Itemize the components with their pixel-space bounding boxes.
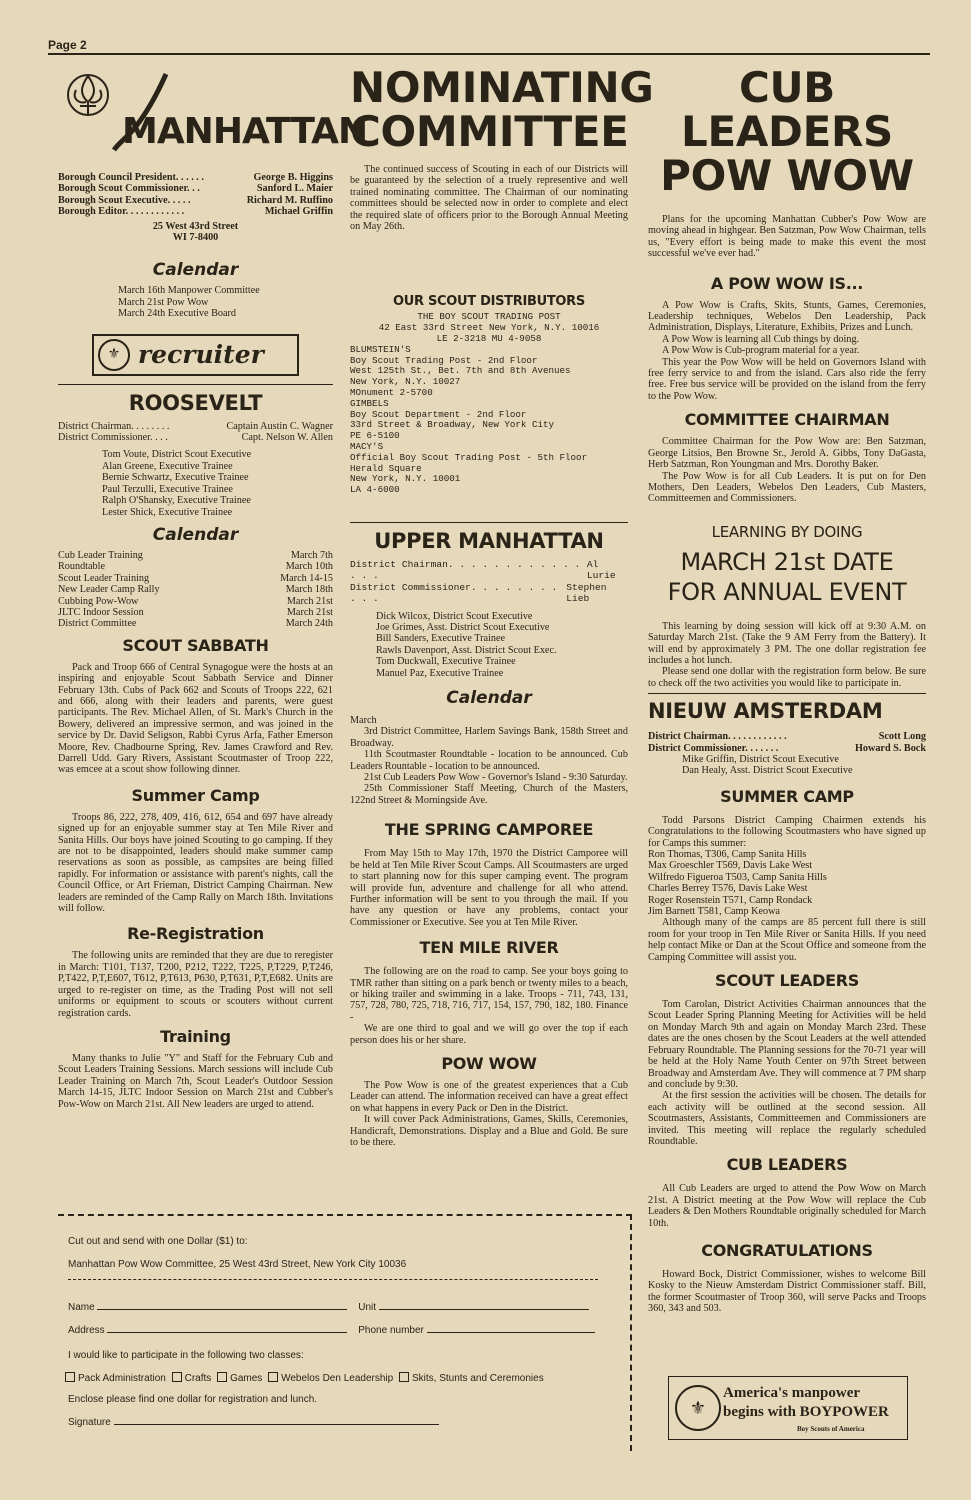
top-rule — [48, 53, 930, 55]
form-classes-prompt: I would like to participate in the following two classes: — [68, 1350, 304, 1361]
scout-sabbath-heading: SCOUT SABBATH — [122, 635, 269, 655]
distributor-line: New York, N.Y. 10027 — [350, 376, 461, 388]
calendar-date: March 21st — [286, 595, 333, 607]
officer-name: Sanford L. Maier — [256, 183, 333, 195]
summer-camp-heading: Summer Camp — [131, 785, 260, 805]
staff-member: Bernie Schwartz, Executive Trainee — [102, 472, 249, 484]
calendar-item: 11th Scoutmaster Roundtable - location to be announced. Cub Leaders Rountable - location to be announced. — [350, 749, 628, 772]
officer-name: Stephen Lieb — [566, 581, 607, 605]
calendar-month: March — [350, 715, 377, 727]
calendar-event: New Leader Camp Rally — [58, 584, 160, 596]
spring-camporee-body: From May 15th to May 17th, 1970 the District Camporee will be held at Ten Mile River Scout Camps. All Scoutmasters are urged to start planning now for this super camping event. The program will provide fun, adventure and challenge for all who attend. Further information will be sent to you through the mail. If you have any question or have any problems, contact your Commissioner or Executive. See you at Ten Mile River. — [350, 848, 628, 928]
option-label: Games — [230, 1373, 263, 1384]
distributor-line: MACY'S — [350, 441, 384, 452]
option-label: Skits, Stunts and Ceremonies — [411, 1373, 544, 1384]
cub-leaders-pow-wow-heading-line1: CUB LEADERS — [680, 63, 893, 156]
manhattan-title: MANHATTAN — [122, 111, 368, 152]
bsa-seal-icon: ⚜ — [98, 339, 130, 371]
congratulations-body: Howard Bock, District Commissioner, wishes to welcome Bill Kosky to the Nieuw Amsterdam District Commissioner staff. Bill, the former Scoutmaster of Troop 360, will serve Packs and Troops 360, 343 and 503. — [648, 1268, 926, 1315]
checkbox-webelos-den-leadership[interactable] — [268, 1372, 278, 1382]
address-field[interactable] — [107, 1332, 347, 1333]
fleur-de-lis-icon — [66, 68, 110, 122]
officer-role: District Chairman. . . . . . . . . . . . . . . — [350, 558, 581, 582]
form-name-row — [68, 1302, 589, 1313]
recruiter-wordmark: recruiter — [138, 339, 264, 369]
form-cut-line: Cut out and send with one Dollar ($1) to: — [68, 1236, 248, 1247]
borough-phone: WI 7-8400 — [172, 232, 219, 244]
scout-leaders-body: Tom Carolan, District Activities Chairman announces that the Scout Leader Spring Planning Meeting for Activities will be held on Monday March 9th and again on Monday March 23rd. These dates are the ones chosen by the Scout Leaders at the well attended February Roundtable. The Planning sessions for the 70-71 year will be held at the Holy Name Youth Center on 97th Street between Broadway and Amsterdam Ave. They will commence at 7 PM sharp and conclude by 9:30. — [648, 999, 926, 1090]
camp-signup: Charles Berrey T576, Davis Lake West — [648, 883, 808, 895]
calendar-item: March 21st Pow Wow — [118, 296, 209, 308]
officer-role: Borough Scout Commissioner. . . — [58, 183, 200, 195]
distributor-line: Herald Square — [350, 462, 422, 474]
pow-wow-body: The Pow Wow is one of the greatest experiences that a Cub Leader can attend. The information received can have a great effect on what happens in every Pack or Den in the District. — [350, 1079, 628, 1114]
distributor-line: 33rd Street & Broadway, New York City — [350, 419, 554, 431]
phone-label: Phone number — [358, 1325, 424, 1336]
ten-mile-river-body: The following are on the road to camp. See your boys going to TMR rather than sitting on a park bench or twenty miles to a beach, or hiking trailer and swimming in a lake. Troops - 711, 743, 131, 757, 728, 780, 725, 718, 716, 717, 154, 157, 790, 182, 180. Finance - — [350, 966, 628, 1023]
staff-member: Mike Griffin, District Scout Executive — [682, 753, 839, 765]
checkbox-skits-stunts-ceremonies[interactable] — [399, 1372, 409, 1382]
officer-name: Al Lurie — [586, 558, 616, 582]
distributor-line: Boy Scout Department - 2nd Floor — [350, 408, 527, 420]
staff-member: Paul Terzulli, Executive Trainee — [102, 483, 233, 495]
ten-mile-river-heading: TEN MILE RIVER — [419, 938, 559, 958]
officer-name: Captain Austin C. Wagner — [226, 420, 333, 432]
march-21-body: This learning by doing session will kick off at 9:30 A.M. on Saturday March 21st. (Take the 9 AM Ferry from the Battery). It will end by approximately 3 PM. The one dollar registration fee includes a hot lunch. — [648, 620, 926, 666]
roosevelt-heading: ROOSEVELT — [128, 390, 263, 415]
manhattan-calendar-heading: Calendar — [152, 260, 239, 281]
officer-role: Borough Council President. . . . . . — [58, 172, 204, 183]
distributor-line: MOnument 2-5700 — [350, 387, 433, 399]
nieuw-amsterdam-heading: NIEUW AMSTERDAM — [648, 699, 883, 724]
ad-line-1: America's manpower — [723, 1385, 861, 1401]
form-signature-row — [68, 1417, 439, 1428]
calendar-date: March 21st — [286, 606, 333, 618]
form-class-options — [62, 1372, 544, 1384]
distributor-line: BLUMSTEIN'S — [350, 343, 411, 355]
march-21-heading-line1: MARCH 21st DATE — [680, 547, 894, 576]
pow-wow-heading: POW WOW — [441, 1053, 537, 1073]
calendar-date: March 18th — [285, 584, 333, 596]
cub-leaders-pow-wow-heading-line2: POW WOW — [660, 151, 914, 200]
reregistration-heading: Re-Registration — [127, 924, 264, 944]
option-label: Crafts — [184, 1373, 212, 1384]
nominating-heading-line2: COMMITTEE — [350, 107, 629, 156]
summer-camp-right-body: Although many of the camps are 85 percent full there is still room for your troop in Ten Mile River or Sanita Hills. If you need help contact Mike or Dan at the Scout Office and someone from the Camping Committee will assist you. — [648, 917, 926, 963]
checkbox-crafts[interactable] — [172, 1372, 182, 1382]
officer-role: District Chairman. . . . . . . . — [58, 420, 170, 432]
distributor-line: New York, N.Y. 10001 — [350, 473, 461, 485]
calendar-item: 21st Cub Leaders Pow Wow - Governor's Island - 9:30 Saturday. — [364, 772, 628, 784]
camp-signup: Wilfredo Figueroa T503, Camp Sanita Hills — [648, 871, 827, 883]
camp-signup: Max Groeschler T569, Davis Lake West — [648, 860, 813, 872]
officer-role: District Commissioner. . . . . . . — [648, 742, 779, 754]
recruiter-logo — [92, 334, 299, 376]
distributors-list — [350, 312, 628, 496]
cub-leaders-body: All Cub Leaders are urged to attend the Pow Wow on March 21st. A District meeting at the Pow Wow will replace the Cub Leaders & Den Mothers Roundtable originally scheduled for March 10th. — [648, 1183, 926, 1229]
officer-name: Capt. Nelson W. Allen — [241, 432, 333, 444]
calendar-item: 25th Commissioner Staff Meeting, Church of the Masters, 122nd Street & Morningside Ave. — [350, 783, 628, 806]
form-divider — [68, 1279, 598, 1280]
calendar-date: March 10th — [285, 561, 333, 573]
roosevelt-calendar-heading: Calendar — [152, 524, 239, 545]
a-pow-wow-is-body: A Pow Wow is Crafts, Skits, Stunts, Games, Ceremonies, Leadership techniques, Webelos Den Leadership, Pack Administration, Displays, Literature, Exhibits, Prizes and Lunch. — [648, 299, 926, 334]
officer-name: Richard M. Ruffino — [246, 194, 333, 206]
staff-member: Tom Duckwall, Executive Trainee — [376, 656, 516, 668]
staff-member: Joe Grimes, Asst. District Scout Executive — [376, 622, 550, 634]
summer-camp-body: Troops 86, 222, 278, 409, 416, 612, 654 and 697 have already signed up for an enjoyable summer stay at Ten Mile River and Sanita Hills. Our boys have joined Scouting to go camping. If they are not to be disappointed, leaders should make summer camp reservations as soon as possible, as campsites are being filled rapidly. For information or assistance with parent's nights, call the Council Office, or Art Frieman, District Camping Chairman. New leaders are reminded of the Camp Rally on March 18th. Invitations will follow. — [58, 811, 333, 915]
distributor-line: THE BOY SCOUT TRADING POST — [417, 311, 561, 323]
page-number: Page 2 — [48, 38, 87, 52]
officer-role: Borough Editor. . . . . . . . . . . . — [58, 206, 185, 218]
committee-chairman-body: Committee Chairman for the Pow Wow are: Ben Satzman, George Litsios, Ben Browne Sr., Jerold A. Gibbs, Tony DaGasta, Herb Satzman, Ron Youngman and Mrs. Dorothy Baker. — [648, 436, 926, 471]
checkbox-pack-administration[interactable] — [65, 1372, 75, 1382]
cub-leaders-pow-wow-body: Plans for the upcoming Manhattan Cubber's Pow Wow are moving ahead in highgear. Ben Satzman, Pow Wow Chairman, tells us, "Every effort is being made to make this event the most successful we've ever had." — [648, 214, 926, 260]
column-middle — [350, 62, 654, 1149]
staff-member: Tom Voute, District Scout Executive — [102, 449, 252, 461]
a-pow-wow-is-body-2: A Pow Wow is learning all Cub things by doing. — [662, 333, 860, 345]
calendar-event: Cubbing Pow-Wow — [58, 595, 139, 607]
phone-field[interactable] — [427, 1332, 595, 1333]
march-21-body-2: Please send one dollar with the registration form below. Be sure to check off the two activities you would like to participate in. — [648, 666, 926, 689]
staff-member: Dick Wilcox, District Scout Executive — [376, 610, 533, 622]
camp-signup: Roger Rosenstein T571, Camp Rondack — [648, 894, 813, 906]
scout-leaders-body-2: At the first session the activities will be chosen. The details for each activity will be outlined at the second session. All Scoutmasters, Assistants, Committeemen and Commissioners are invited. This meeting will replace the regularly scheduled Roundtable. — [648, 1090, 926, 1147]
pow-wow-body-2: It will cover Pack Administrations, Games, Skills, Ceremonies, Handicraft, Demonstrations. Display and a Blue and Gold. Be sure to be there. — [350, 1114, 628, 1149]
summer-camp-right-intro: Todd Parsons District Camping Chairmen extends his Congratulations to the following Scoutmasters who have signed up for Camps this summer: — [648, 814, 926, 849]
manhattan-masthead — [58, 62, 368, 172]
training-heading: Training — [160, 1026, 231, 1046]
spring-camporee-heading: THE SPRING CAMPOREE — [384, 820, 594, 840]
form-mailing-address: Manhattan Pow Wow Committee, 25 West 43rd Street, New York City 10036 — [68, 1259, 407, 1270]
calendar-date: March 7th — [290, 549, 333, 561]
cub-leaders-heading: CUB LEADERS — [726, 1155, 848, 1175]
a-pow-wow-is-heading: A POW WOW IS... — [710, 273, 864, 293]
calendar-event: Cub Leader Training — [58, 549, 143, 561]
committee-chairman-heading: COMMITTEE CHAIRMAN — [684, 410, 890, 430]
scout-sabbath-body: Pack and Troop 666 of Central Synagogue were the hosts at an inspiring and enjoyable Scout Sabbath Service and Dinner February 13th. Cubs of Pack 662 and Scouts of Troops 222, 621 and 666, along with their leaders and parents, were guest participants. The Rev. Michael Allen, of St. Mark's Church in the Bowery, delivered an impressive sermon, and was joined in the service by Dr. David Seligson, Rabbi Cyrus Arfa, Father Emerson Moore, Rev. Chadbourne Spring, Rev. James Crawford and Rev. Darrell Udd. Gary Rivers, Assistant Scoutmaster of Troop 222, was emcee at a scout show following dinner. — [58, 661, 333, 776]
signature-label: Signature — [68, 1417, 111, 1428]
roosevelt-officers — [58, 421, 333, 444]
distributor-line: Boy Scout Trading Post - 2nd Floor — [350, 354, 538, 366]
boypower-seal-icon: ⚜ — [675, 1385, 721, 1431]
checkbox-games[interactable] — [217, 1372, 227, 1382]
a-pow-wow-is-body-4: This year the Pow Wow will be held on Governors Island with free ferry service to and from the island. Cars also ride the ferry free. Free bus service will be provided on the island from the ferry to the Pow Wow. — [648, 356, 926, 402]
roosevelt-staff — [58, 449, 333, 517]
address-label: Address — [68, 1325, 105, 1336]
nieuw-amsterdam-officers — [648, 731, 926, 754]
officer-name: Howard S. Bock — [854, 742, 926, 754]
option-label: Pack Administration — [78, 1373, 166, 1384]
name-label: Name — [68, 1302, 95, 1313]
calendar-event: Scout Leader Training — [58, 572, 150, 584]
unit-label: Unit — [358, 1302, 377, 1313]
officer-role: District Chairman. . . . . . . . . . . . — [648, 731, 787, 743]
name-field[interactable] — [97, 1309, 347, 1310]
committee-chairman-body-2: The Pow Wow is for all Cub Leaders. It is put on for Den Mothers, Den Leaders, Webelos Den Leaders, Cub Masters, Committeemen and Commissioners. — [648, 470, 926, 505]
option-label: Webelos Den Leadership — [281, 1373, 394, 1384]
calendar-date: March 14-15 — [280, 572, 333, 584]
calendar-item: March 24th Executive Board — [118, 308, 236, 320]
nieuw-amsterdam-staff — [648, 754, 926, 777]
summer-camp-right-heading: SUMMER CAMP — [720, 786, 854, 806]
unit-field[interactable] — [379, 1309, 589, 1310]
upper-manhattan-heading: UPPER MANHATTAN — [374, 528, 604, 553]
staff-member: Lester Shick, Executive Trainee — [102, 506, 233, 518]
staff-member: Dan Healy, Asst. District Scout Executive — [682, 765, 853, 777]
upper-manhattan-staff — [350, 611, 628, 679]
upper-manhattan-calendar — [350, 715, 628, 806]
form-enclose-note: Enclose please find one dollar for registration and lunch. — [68, 1394, 318, 1405]
staff-member: Bill Sanders, Executive Trainee — [376, 633, 506, 645]
distributors-heading: OUR SCOUT DISTRIBUTORS — [393, 294, 585, 310]
officer-role: District Commissioner. . . . . . . . . . . — [350, 581, 558, 605]
camp-signup: Ron Thomas, T306, Camp Sanita Hills — [648, 849, 807, 860]
staff-member: Alan Greene, Executive Trainee — [102, 460, 233, 472]
divider — [58, 384, 333, 385]
officer-name: George B. Higgins — [253, 172, 333, 183]
staff-member: Ralph O'Shansky, Executive Trainee — [102, 495, 251, 507]
summer-camp-right-list — [648, 849, 926, 917]
distributor-line: PE 6-5100 — [350, 430, 400, 442]
upper-manhattan-calendar-heading: Calendar — [446, 688, 532, 709]
roosevelt-calendar — [58, 550, 333, 630]
calendar-event: JLTC Indoor Session — [58, 606, 144, 618]
boypower-ad — [668, 1376, 908, 1440]
officer-name: Scott Long — [878, 731, 926, 743]
march-21-heading-line2: FOR ANNUAL EVENT — [667, 577, 907, 606]
borough-address: 25 West 43rd Street — [152, 220, 239, 232]
distributor-line: GIMBELS — [350, 397, 389, 409]
divider — [648, 693, 926, 694]
manhattan-calendar — [58, 285, 333, 319]
calendar-item: 3rd District Committee, Harlem Savings Bank, 158th Street and Broadway. — [350, 726, 628, 749]
nominating-body: The continued success of Scouting in each of our Districts will be guaranteed by the selection of a truely representive and well trained nominating committee. The Chairman of our nominating committees should be selected now in order to complete and elect the required slate of officers prior to the Borough Annual Meeting on May 26th. — [350, 164, 628, 233]
reregistration-body: The following units are reminded that they are due to reregister in March: T101, T137, T200, P212, T222, T225, P,T229, P,T246, P,T422, P,T,E607, T612, P,T613, P630, P,T631, P,T,E682. Units are urged to re-register on time, as the Trading Post will not sell uniforms or equipment to scouts or scouters without current registration cards. — [58, 950, 333, 1019]
a-pow-wow-is-body-3: A Pow Wow is Cub-program material for a year. — [662, 345, 860, 357]
distributor-line: 42 East 33rd Street New York, N.Y. 10016 — [378, 322, 600, 334]
ad-line-2: begins with BOYPOWER — [723, 1404, 889, 1420]
form-address-row — [68, 1325, 595, 1336]
nominating-heading-line1: NOMINATING — [350, 63, 654, 112]
officer-name: Michael Griffin — [264, 206, 333, 218]
distributor-line: LA 4-6000 — [350, 484, 400, 496]
calendar-event: District Committee — [58, 618, 137, 630]
scout-leaders-heading: SCOUT LEADERS — [714, 971, 859, 991]
registration-form — [58, 1214, 632, 1451]
signature-field[interactable] — [114, 1424, 439, 1425]
distributor-line: LE 2-3218 MU 4-9058 — [436, 333, 542, 345]
staff-member: Manuel Paz, Executive Trainee — [376, 667, 504, 679]
calendar-date: March 24th — [285, 618, 333, 630]
staff-member: Rawls Davenport, Asst. District Scout Exec. — [376, 644, 557, 656]
column-right — [648, 62, 926, 1315]
ad-line-3: Boy Scouts of America — [797, 1425, 865, 1433]
learning-by-doing-kicker: LEARNING BY DOING — [711, 522, 863, 541]
calendar-event: Roundtable — [58, 561, 105, 573]
distributor-line: West 125th St., Bet. 7th and 8th Avenues — [350, 365, 571, 377]
officer-role: District Commissioner. . . . — [58, 432, 168, 444]
camp-signup: Jim Barnett T581, Camp Keowa — [648, 906, 780, 918]
borough-officers — [58, 172, 333, 243]
upper-manhattan-officers — [350, 559, 628, 605]
divider — [350, 522, 628, 523]
training-body: Many thanks to Julie "Y" and Staff for the February Cub and Scout Leaders Training Sessions. March sessions will include Cub Leader Training on March 7th, Scout Leader's Outdoor Session March 14-15, JLTC Indoor Session on March 21st and Cubber's Pow-Wow on March 21st. All New leaders are urged to attend. — [58, 1052, 333, 1110]
calendar-item: March 16th Manpower Committee — [118, 285, 260, 297]
officer-role: Borough Scout Executive. . . . . — [58, 194, 191, 206]
distributor-line: Official Boy Scout Trading Post - 5th Floor — [350, 451, 588, 463]
ten-mile-river-body-2: We are one third to goal and we will go over the top if each person does his or her share. — [350, 1023, 628, 1046]
congratulations-heading: CONGRATULATIONS — [701, 1240, 873, 1260]
